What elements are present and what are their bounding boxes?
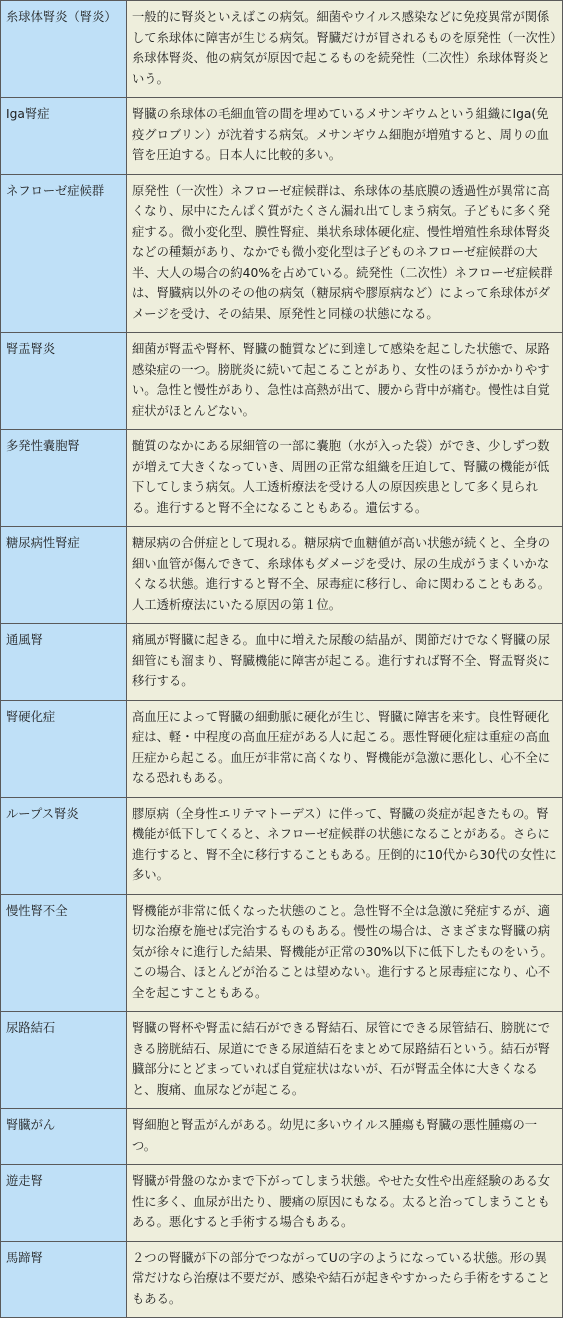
table-row <box>1 1241 563 1318</box>
disease-description: ２つの腎臓が下の部分でつながってUの字のようになっている状態。形の異常だけなら治療は不要だが、感染や結石が起きやすかったら手術をすることもある。 <box>127 1241 563 1318</box>
disease-description: 原発性（一次性）ネフローゼ症候群は、糸球体の基底膜の透過性が異常に高くなり、尿中にたんぱく質がたくさん漏れ出てしまう病気。子どもに多く発症する。微小変化型、膜性腎症、巣状糸球体硬化症、慢性増殖性糸球体腎炎などの種類があり、なかでも微小変化型は子どものネフローゼ症候群の大半、大人の場合の約40%を占めている。続発性（二次性）ネフローゼ症候群は、腎臓病以外のその他の病気（糖尿病や膠原病など）によって糸球体がダメージを受け、その結果、原発性と同様の状態になる。 <box>127 174 563 333</box>
disease-description: 腎細胞と腎盂がんがある。幼児に多いウイルス腫瘍も腎臓の悪性腫瘍の一つ。 <box>127 1109 563 1165</box>
table-row <box>1 1012 563 1109</box>
table-row <box>1 1165 563 1242</box>
table-row <box>1 700 563 797</box>
disease-term: 慢性腎不全 <box>1 894 127 1012</box>
disease-description: 腎臓が骨盤のなかまで下がってしまう状態。やせた女性や出産経験のある女性に多く、血尿が出たり、腰痛の原因にもなる。太ると治ってしまうこともある。悪化すると手術する場合もある。 <box>127 1165 563 1242</box>
disease-description: 痛風が腎臓に起きる。血中に増えた尿酸の結晶が、関節だけでなく腎臓の尿細管にも溜まり、腎臓機能に障害が起こる。進行すれば腎不全、腎盂腎炎に移行する。 <box>127 624 563 701</box>
disease-term: ネフローゼ症候群 <box>1 174 127 333</box>
disease-description: 糖尿病の合併症として現れる。糖尿病で血糖値が高い状態が続くと、全身の細い血管が傷んできて、糸球体もダメージを受け、尿の生成がうまくいかなくなる状態。進行すると腎不全、尿毒症に移行し、命に関わることもある。人工透析療法にいたる原因の第１位。 <box>127 527 563 624</box>
table-row <box>1 1 563 98</box>
disease-term: 腎盂腎炎 <box>1 333 127 430</box>
table-row <box>1 894 563 1012</box>
disease-term: 多発性嚢胞腎 <box>1 430 127 527</box>
disease-term: ループス腎炎 <box>1 797 127 894</box>
disease-description: 高血圧によって腎臓の細動脈に硬化が生じ、腎臓に障害を来す。良性腎硬化症は、軽・中程度の高血圧症がある人に起こる。悪性腎硬化症は重症の高血圧症から起こる。血圧が非常に高くなり、腎機能が急激に悪化し、心不全になる恐れもある。 <box>127 700 563 797</box>
table-row <box>1 527 563 624</box>
disease-term: 糖尿病性腎症 <box>1 527 127 624</box>
disease-description: 一般的に腎炎といえばこの病気。細菌やウイルス感染などに免疫異常が関係して糸球体に障害が生じる病気。腎臓だけが冒されるものを原発性（一次性）糸球体腎炎、他の病気が原因で起こるものを続発性（二次性）糸球体腎炎という。 <box>127 1 563 98</box>
disease-term: 尿路結石 <box>1 1012 127 1109</box>
table-row <box>1 98 563 175</box>
table-row <box>1 1109 563 1165</box>
disease-term: 通風腎 <box>1 624 127 701</box>
disease-term: 糸球体腎炎（腎炎） <box>1 1 127 98</box>
disease-term: 遊走腎 <box>1 1165 127 1242</box>
disease-description: 腎臓の腎杯や腎盂に結石ができる腎結石、尿管にできる尿管結石、膀胱にできる膀胱結石、尿道にできる尿道結石をまとめて尿路結石という。結石が腎臓部分にとどまっていれば自覚症状はないが、石が腎盂全体に大きくなると、腹痛、血尿などが起こる。 <box>127 1012 563 1109</box>
table-row <box>1 333 563 430</box>
table-row <box>1 430 563 527</box>
disease-term: Iga腎症 <box>1 98 127 175</box>
disease-term: 腎硬化症 <box>1 700 127 797</box>
disease-description: 腎機能が非常に低くなった状態のこと。急性腎不全は急激に発症するが、適切な治療を施せば完治するものもある。慢性の場合は、さまざまな腎臓の病気が徐々に進行した結果、腎機能が正常の30%以下に低下したものをいう。この場合、ほとんどが治ることは望めない。進行すると尿毒症になり、心不全を起こすこともある。 <box>127 894 563 1012</box>
disease-description: 細菌が腎盂や腎杯、腎臓の髄質などに到達して感染を起こした状態で、尿路感染症の一つ。膀胱炎に続いて起こることがあり、女性のほうがかかりやすい。急性と慢性があり、急性は高熱が出て、腰から背中が痛む。慢性は自覚症状がほとんどない。 <box>127 333 563 430</box>
disease-description: 腎臓の糸球体の毛細血管の間を埋めているメサンギウムという組織にIga(免疫グロブリン）が沈着する病気。メサンギウム細胞が増殖すると、周りの血管を圧迫する。日本人に比較的多い。 <box>127 98 563 175</box>
table-row <box>1 797 563 894</box>
disease-description: 髄質のなかにある尿細管の一部に嚢胞（水が入った袋）ができ、少しずつ数が増えて大きくなっていき、周囲の正常な組織を圧迫して、腎臓の機能が低下してしまう病気。人工透析療法を受ける人の原因疾患として多く見られる。進行すると腎不全になることもある。遺伝する。 <box>127 430 563 527</box>
disease-description: 膠原病（全身性エリテマトーデス）に伴って、腎臓の炎症が起きたもの。腎機能が低下してくると、ネフローゼ症候群の状態になることがある。さらに進行すると、腎不全に移行することもある。圧倒的に10代から30代の女性に多い。 <box>127 797 563 894</box>
table-row <box>1 174 563 333</box>
disease-term: 馬蹄腎 <box>1 1241 127 1318</box>
disease-term: 腎臓がん <box>1 1109 127 1165</box>
table-row <box>1 624 563 701</box>
